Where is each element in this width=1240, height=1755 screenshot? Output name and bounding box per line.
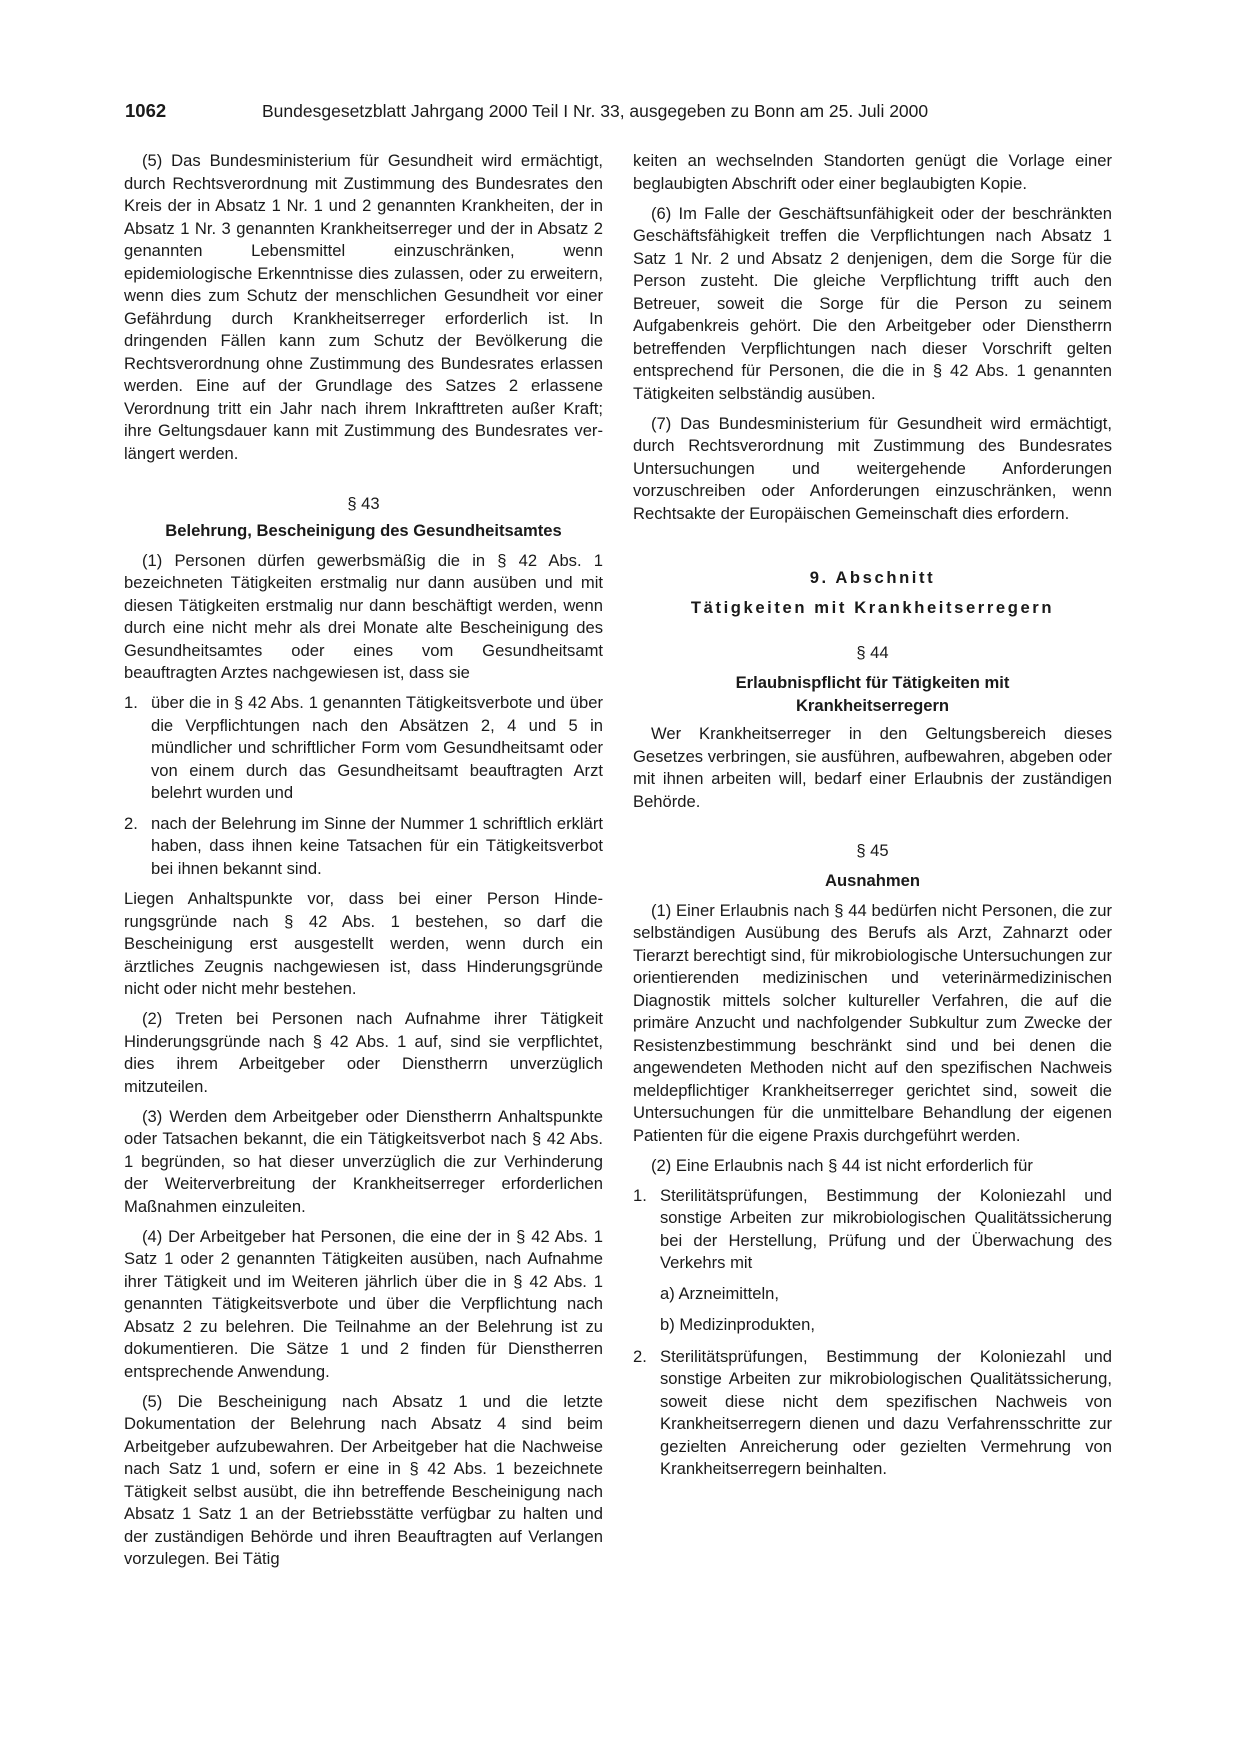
section-45-title: Ausnahmen: [825, 871, 920, 890]
list-item-number: 1.: [633, 1185, 647, 1205]
section-44-title-line-1: Erlaubnispflicht für Tätigkeiten mit: [735, 673, 1010, 692]
left-column: [124, 150, 603, 1578]
page-number: 1062: [125, 100, 167, 121]
list-45-2: [633, 1185, 1112, 1481]
sub-item-b: b) Medizinprodukten,: [660, 1315, 815, 1334]
section-44-number: § 44: [856, 642, 889, 662]
section-44-title-line-2: Krankheitserregern: [795, 695, 950, 715]
list-item-number: 1.: [124, 693, 138, 712]
paragraph-45-2: (2) Eine Erlaubnis nach § 44 ist nicht erforderlich für: [651, 1155, 1033, 1175]
right-column: [633, 150, 1112, 1489]
paragraph-43-5-continued: keiten an wechselnden Standorten genügt die Vorlage einer beglaubigten Abschrift oder einer beglaubigten Kopie.: [633, 151, 1112, 193]
paragraph-43-3: (3) Werden dem Arbeitgeber oder Dienstherrn Anhaltspunkte oder Tatsachen bekannt, die ein Tätigkeitsverbot nach § 42 Abs. 1 begründen, so hat dieser unverzüglich die zur Verhinderung der Weiterverbreitung der Krankheitserreger erforderlichen Maßnahmen einzuleiten.: [124, 1106, 603, 1216]
list-item: [633, 1185, 1112, 1275]
paragraph-43-5: (5) Die Bescheinigung nach Absatz 1 und die letzte Dokumentation der Belehrung nach Absatz 4 sind beim Arbeitgeber aufzubewahren. Der Arbeitgeber hat die Nachweise nach Satz 1 und, sofern er eine in § 42 Abs. 1 bezeichnete Tätigkeit selbst ausübt, die ihn betreffende Bescheinigung nach Absatz 1 Satz 1 an der Betriebsstätte verfügbar zu halten und der zuständigen Behörde und ihren Beauftragten auf Verlangen vorzulegen. Bei Tätig: [124, 1391, 603, 1568]
list-item-number: 2.: [124, 813, 138, 833]
section-43-title: Belehrung, Bescheinigung des Gesundheitsamtes: [165, 521, 562, 540]
paragraph-43-1-tail: Liegen Anhaltspunkte vor, dass bei einer Person Hinderungsgründe nach § 42 Abs. 1 bestehen, so darf die Bescheinigung erst ausgestellt werden, wenn durch ein ärztliches Zeugnis nachgewiesen ist, dass Hinderungsgründe nicht oder nicht mehr bestehen.: [124, 889, 603, 998]
paragraph-43-7: (7) Das Bundesministerium für Gesundheit wird ermächtigt, durch Rechtsverordnung mit Zustimmung des Bundesrates Untersuchungen und weitergehende Anforderungen vorzuschreiben oder Anforderungen einzuschränken, wenn Rechtsakte der Europäischen Gemeinschaft dies erfordern.: [633, 413, 1112, 523]
list-item-text: nach der Belehrung im Sinne der Nummer 1 schriftlich erklärt haben, dass ihnen keine Tatsachen für ein Tätigkeitsverbot bei ihnen bekannt sind.: [151, 813, 603, 878]
paragraph-42-5: (5) Das Bundesministerium für Gesundheit wird ermächtigt, durch Rechtsverordnung mit Zustimmung des Bundesrates den Kreis der in Absatz 1 Nr. 1 und 2 genannten Krankheiten, der in Absatz 1 Nr. 3 genannten Krankheitserreger und der in Absatz 2 genannten Lebensmittel einzuschränken, wenn epidemiologische Erkenntnisse dies zulassen, oder zu erweitern, wenn dies zum Schutz der menschlichen Gesundheit vor einer Gefährdung durch Krankheitserreger erforderlich ist. In dringenden Fällen kann zum Schutz der Bevölkerung die Rechtsverordnung ohne Zustimmung des Bundesrates erlassen werden. Eine auf der Grundlage des Satzes 2 erlassene Verordnung tritt ein Jahr nach ihrem Inkrafttreten außer Kraft; ihre Geltungsdauer kann mit Zustimmung des Bundesrates verlängert werden.: [124, 151, 603, 463]
list-item: [633, 1346, 1112, 1481]
page-header: [125, 98, 1115, 124]
section-45-number: § 45: [856, 840, 889, 860]
paragraph-43-4: (4) Der Arbeitgeber hat Personen, die eine der in § 42 Abs. 1 Satz 1 oder 2 genannten Tätigkeiten ausüben, nach Aufnahme ihrer Tätigkeit und im Weiteren jährlich über die in § 42 Abs. 1 genannten Tätigkeitsverbote und über die Verpflichtung nach Absatz 2 zu belehren. Die Teilnahme an der Belehrung ist zu dokumentieren. Die Sätze 1 und 2 finden für Dienstherren entsprechende Anwendung.: [124, 1226, 603, 1381]
paragraph-44: Wer Krankheitserreger in den Geltungsbereich dieses Gesetzes verbringen, sie ausführen, aufbewahren, abgeben oder mit ihnen arbeiten will, bedarf einer Erlaubnis der zuständigen Behörde.: [633, 724, 1112, 811]
list-item-text: Sterilitätsprüfungen, Bestimmung der Koloniezahl und sonstige Arbeiten zur mikrobiologischen Qualitätssicherung bei der Herstellung, Prüfung und der Überwachung des Verkehrs mit: [660, 1185, 1112, 1272]
list-item: [124, 692, 603, 805]
list-item-number: 2.: [633, 1346, 647, 1366]
paragraph-43-6: (6) Im Falle der Geschäftsunfähigkeit oder der beschränkten Geschäftsfähigkeit treffen die Verpflichtungen nach Absatz 1 Satz 1 Nr. 2 und Absatz 2 denjenigen, dem die Sorge für die Person zusteht. Die gleiche Verpflichtung trifft auch den Betreuer, soweit die Sorge für die Person zu seinem Aufgabenkreis gehört. Die den Arbeitgeber oder Dienstherrn betreffenden Verpflichtungen nach dieser Vorschrift gelten entsprechend für Personen, die die in § 42 Abs. 1 genannten Tätigkeiten selbständig ausüben.: [633, 203, 1112, 403]
paragraph-43-2: (2) Treten bei Personen nach Aufnahme ihrer Tätigkeit Hinderungsgründe nach § 42 Abs. 1 auf, sind sie verpflichtet, dies ihrem Arbeitgeber oder Dienstherrn unverzüglich mitzuteilen.: [124, 1009, 603, 1096]
section-44-title: [633, 672, 1112, 717]
chapter-number: 9. Abschnitt: [809, 567, 936, 587]
sub-item-a: a) Arzneimitteln,: [660, 1283, 779, 1303]
list-43-1: [124, 692, 603, 880]
chapter-title: Tätigkeiten mit Krankheitserregern: [690, 598, 1055, 617]
list-item-text: Sterilitätsprüfungen, Bestimmung der Koloniezahl und sonstige Arbeiten zur mikrobiologischen Qualitätssicherung, soweit diese nicht dem spezifischen Nachweis von Krankheitserregern dienen und dazu Verfahrensschritte zur gezielten Anreicherung oder gezielten Vermehrung von Krankheitserregern beinhalten.: [660, 1346, 1112, 1478]
paragraph-45-1: (1) Einer Erlaubnis nach § 44 bedürfen nicht Personen, die zur selbständigen Ausübung des Berufs als Arzt, Zahnarzt oder Tierarzt berechtigt sind, für mikrobiologische Untersuchungen zur orientierenden medizinischen und veterinärmedizinischen Diagnostik mittels solcher kultureller Verfahren, die auf die primäre Anzucht und nachfolgender Subkultur zum Zwecke der Resistenzbestimmung beschränkt sind und bei denen die angewendeten Methoden nicht auf den spezifischen Nachweis meldepflichtiger Krankheitserreger gerichtet sind, soweit die Untersuchungen für die unmittelbare Behandlung der eigenen Patienten für die eigene Praxis durchgeführt werden.: [633, 900, 1112, 1145]
running-head: Bundesgesetzblatt Jahrgang 2000 Teil I Nr. 33, ausgegeben zu Bonn am 25. Juli 2000: [262, 101, 929, 121]
paragraph-43-1: (1) Personen dürfen gewerbsmäßig die in § 42 Abs. 1 bezeichneten Tätigkeiten erstmalig nur dann ausüben und mit diesen Tätigkeiten erstmalig nur dann beschäftigt werden, wenn durch eine nicht mehr als drei Monate alte Bescheinigung des Gesundheitsamtes oder eines vom Gesundheitsamt beauftragten Arztes nachgewiesen ist, dass sie: [124, 550, 603, 682]
section-43-number: § 43: [347, 493, 380, 513]
list-item: [124, 813, 603, 881]
list-item-text: über die in § 42 Abs. 1 genannten Tätigkeitsverbote und über die Verpflichtungen nach den Absätzen 2, 4 und 5 in mündlicher und schriftlicher Form vom Gesundheitsamt oder von einem durch das Gesundheitsamt beauftragten Arzt belehrt wurden und: [151, 693, 603, 802]
